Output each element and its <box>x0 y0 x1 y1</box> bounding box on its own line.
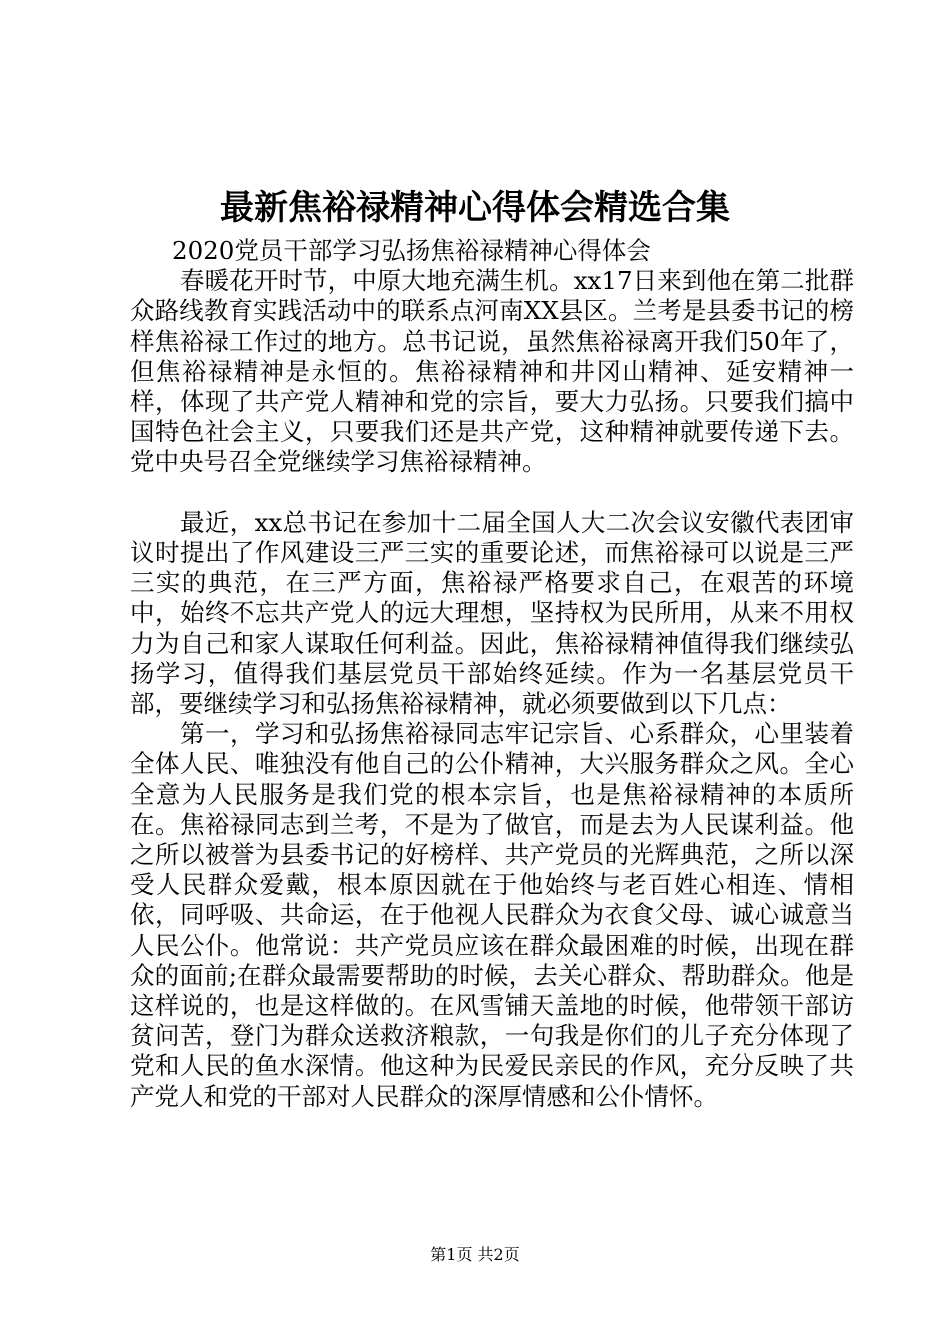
page-footer: 第1页 共2页 <box>430 1245 520 1264</box>
paragraph-2: 最近，xx总书记在参加十二届全国人大二次会议安徽代表团审议时提出了作风建设三严三实的重要论述，而焦裕禄可以说是三严三实的典范，在三严方面，焦裕禄严格要求自己，在艰苦的环境中，始终不忘共产党人的远大理想，坚持权为民所用，从来不用权力为自己和家人谋取任何利益。因此，焦裕禄精神值得我们继续弘扬学习，值得我们基层党员干部始终延续。作为一名基层党员干部，要继续学习和弘扬焦裕禄精神，就必须要做到以下几点： <box>130 507 854 719</box>
paragraph-spacer <box>130 478 854 508</box>
paragraph-1: 春暖花开时节，中原大地充满生机。xx17日来到他在第二批群众路线教育实践活动中的联系点河南XX县区。兰考是县委书记的榜样焦裕禄工作过的地方。总书记说，虽然焦裕禄离开我们50年了，但焦裕禄精神是永恒的。焦裕禄精神和井冈山精神、延安精神一样，体现了共产党人精神和党的宗旨，要大力弘扬。只要我们搞中国特色社会主义，只要我们还是共产党，这种精神就要传递下去。党中央号召全党继续学习焦裕禄精神。 <box>130 266 854 477</box>
document-title: 最新焦裕禄精神心得体会精选合集 <box>220 188 730 228</box>
document-subtitle: 2020党员干部学习弘扬焦裕禄精神心得体会 <box>172 236 651 265</box>
document-body <box>130 236 854 1112</box>
paragraph-3: 第一，学习和弘扬焦裕禄同志牢记宗旨、心系群众，心里装着全体人民、唯独没有他自己的公仆精神，大兴服务群众之风。全心全意为人民服务是我们党的根本宗旨，也是焦裕禄精神的本质所在。焦裕禄同志到兰考，不是为了做官，而是去为人民谋利益。他之所以被誉为县委书记的好榜样、共产党员的光辉典范，之所以深受人民群众爱戴，根本原因就在于他始终与老百姓心相连、情相依，同呼吸、共命运，在于他视人民群众为衣食父母、诚心诚意当人民公仆。他常说：共产党员应该在群众最困难的时候，出现在群众的面前;在群众最需要帮助的时候，去关心群众、帮助群众。他是这样说的，也是这样做的。在风雪铺天盖地的时候，他带领干部访贫问苦，登门为群众送救济粮款，一句我是你们的儿子充分体现了党和人民的鱼水深情。他这种为民爱民亲民的作风，充分反映了共产党人和党的干部对人民群众的深厚情感和公仆情怀。 <box>130 719 854 1111</box>
